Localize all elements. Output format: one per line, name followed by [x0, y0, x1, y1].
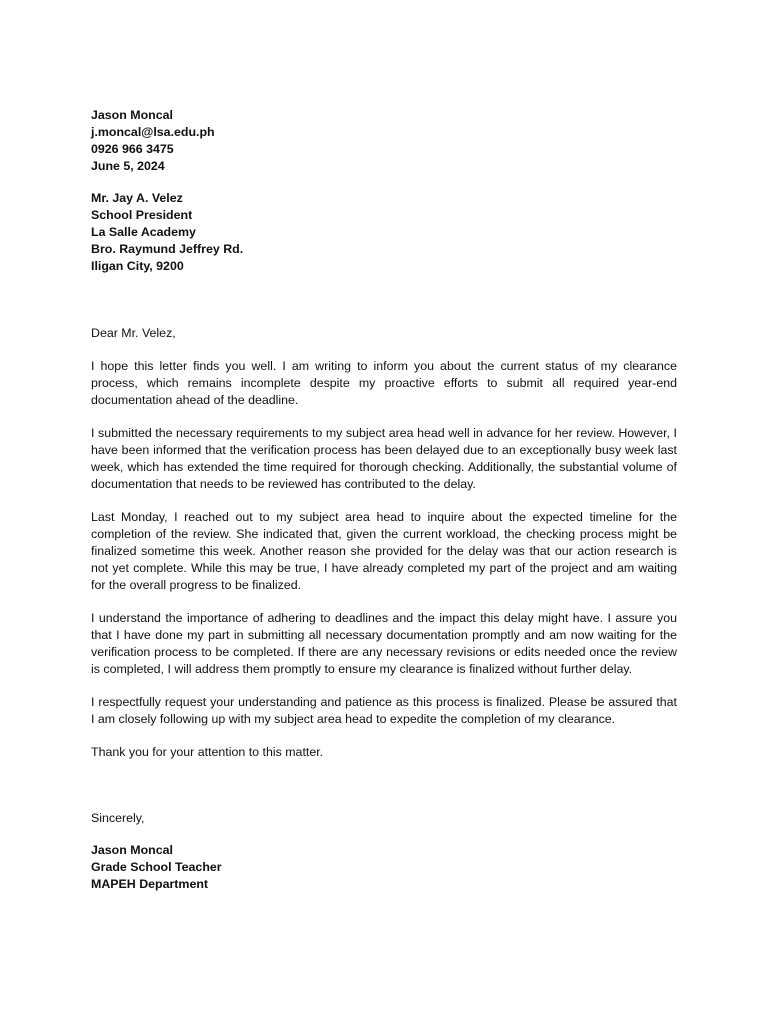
sender-phone: 0926 966 3475: [91, 142, 174, 156]
signature-name: Jason Moncal: [91, 843, 173, 857]
body-paragraph-3: Last Monday, I reached out to my subject area head to inquire about the expected timeline for the completion of the review. She indicated that, given the current workload, the checking process might be finalized sometime this week. Another reason she provided for the delay was that our action research is not yet complete. While this may be true, I have already completed my part of the project and am waiting for the overall progress to be finalized.: [91, 510, 677, 592]
sender-name: Jason Moncal: [91, 108, 173, 122]
sender-block: [91, 107, 677, 175]
recipient-block: [91, 190, 677, 275]
letter-page: [91, 107, 677, 893]
letter-date: June 5, 2024: [91, 159, 165, 173]
recipient-city: Iligan City, 9200: [91, 259, 184, 273]
body-paragraph-1: I hope this letter finds you well. I am writing to inform you about the current status of my clearance process, which remains incomplete despite my proactive efforts to submit all required year-end documentation ahead of the deadline.: [91, 359, 677, 407]
salutation: Dear Mr. Velez,: [91, 326, 176, 340]
recipient-organization: La Salle Academy: [91, 225, 196, 239]
signature-position: Grade School Teacher: [91, 860, 222, 874]
signature-department: MAPEH Department: [91, 877, 209, 891]
signature-block: [91, 842, 677, 893]
sender-email: j.moncal@lsa.edu.ph: [91, 125, 215, 139]
recipient-title: School President: [91, 208, 193, 222]
body-paragraph-5: I respectfully request your understanding and patience as this process is finalized. Please be assured that I am closely following up with my subject area head to expedite the completion of my clearance.: [91, 695, 677, 726]
body-paragraph-2: I submitted the necessary requirements to my subject area head well in advance for her review. However, I have been informed that the verification process has been delayed due to an exceptionally busy week last week, which has extended the time required for thorough checking. Additionally, the substantial volume of documentation that needs to be reviewed has contributed to the delay.: [91, 426, 677, 491]
recipient-name: Mr. Jay A. Velez: [91, 191, 183, 205]
signoff: Sincerely,: [91, 811, 145, 825]
recipient-street: Bro. Raymund Jeffrey Rd.: [91, 242, 244, 256]
body-paragraph-4: I understand the importance of adhering to deadlines and the impact this delay might have. I assure you that I have done my part in submitting all necessary documentation promptly and am now waiting for the verification process to be completed. If there are any necessary revisions or edits needed once the review is completed, I will address them promptly to ensure my clearance is finalized without further delay.: [91, 611, 677, 676]
body-paragraph-6: Thank you for your attention to this matter.: [91, 745, 324, 759]
